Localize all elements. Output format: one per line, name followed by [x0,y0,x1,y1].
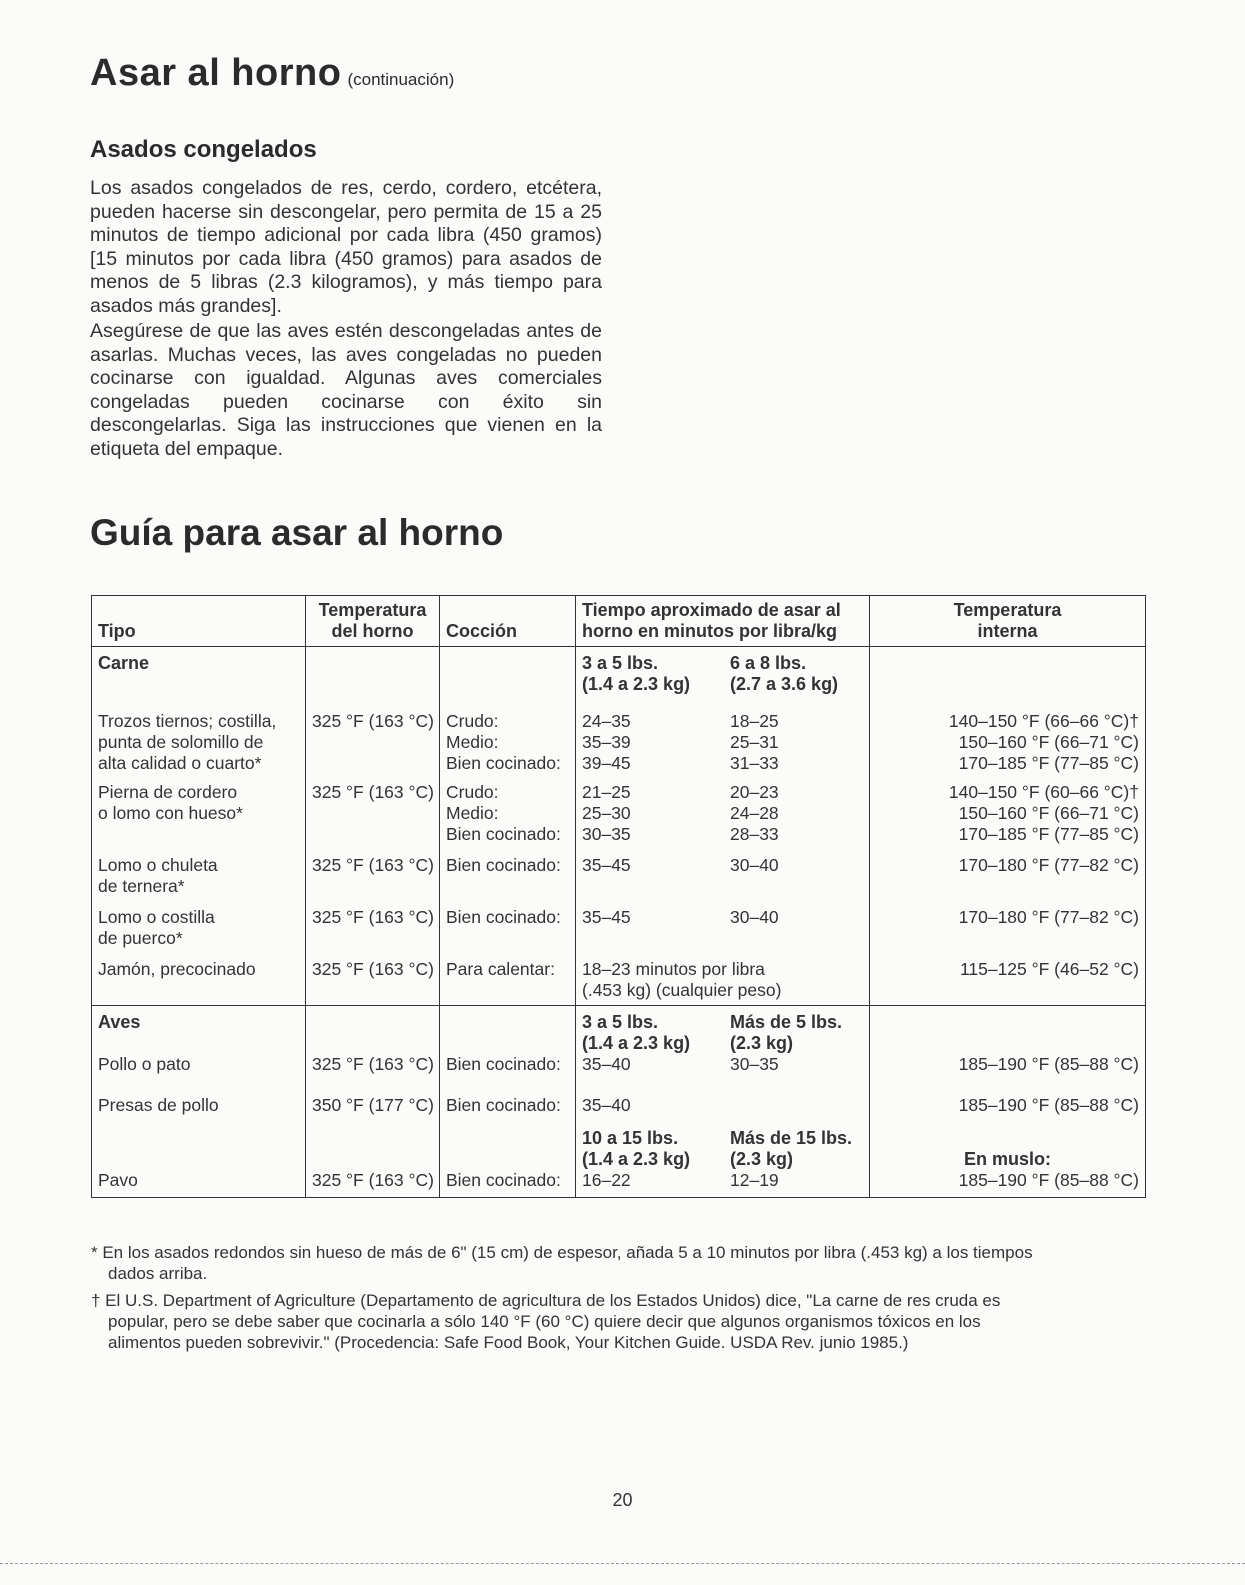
row-time-b: 31–33 [730,753,779,773]
pavo-internal-label: En muslo: [963,1149,1051,1169]
row-doneness: Bien cocinado: [446,753,561,773]
row-oven-temp: 325 °F (163 °C) [306,949,440,1006]
col-header-interna [870,596,1146,647]
carne-weight1-lbs: 3 a 5 lbs. [582,653,659,673]
row-time-a: 35–45 [582,907,631,927]
row-time-b: 30–35 [730,1054,779,1074]
footnote-dagger [91,1290,1051,1353]
row-tipo-line: de puerco* [98,928,183,948]
col-header-tiempo [576,596,870,647]
pavo-weight2-lbs: Más de 15 lbs. [730,1128,853,1148]
row-tipo-line: Pollo o pato [92,1054,306,1075]
table-header-row [92,596,1146,647]
section-row-carne [92,647,1146,696]
row-time-b: 20–23 [730,782,779,802]
row-tipo-line: Presas de pollo [92,1075,306,1116]
row-time-a: 25–30 [582,803,631,823]
row-time-a: 35–45 [582,855,631,875]
row-oven-temp: 325 °F (163 °C) [306,1054,440,1075]
table-row [92,774,1146,845]
row-internal-temp: 185–190 °F (85–88 °C) [870,1170,1146,1198]
row-time-b: 25–31 [730,732,779,752]
row-internal-temp: 185–190 °F (85–88 °C) [870,1054,1146,1075]
row-internal-temp: 140–150 °F (66–66 °C)† [948,711,1139,731]
col-header-tipo [92,596,306,647]
row-time-a: 35–40 [582,1095,631,1115]
row-doneness: Bien cocinado: [440,1054,576,1075]
row-doneness: Bien cocinado: [440,845,576,897]
row-oven-temp: 325 °F (163 °C) [306,1170,440,1198]
continuation-label: (continuación) [347,70,455,89]
row-internal-temp: 115–125 °F (46–52 °C) [870,949,1146,1006]
footnote-dagger-text: † El U.S. Department of Agriculture (Departamento de agricultura de los Estados Unidos) dice, "La carne de res cruda es popular, pero se debe saber que cocinarla a sólo 140 °F (60 °C) quiere decir que algunos organismos tóxicos en los alimentos pueden sobrevivir." (Procedencia: Safe Food Book, Your Kitchen Guide. USDA Rev. junio 1985.) [91,1291,1001,1352]
roasting-guide-heading: Guía para asar al horno [90,512,504,553]
carne-weight2-kg: (2.7 a 3.6 kg) [730,674,839,694]
table-row [92,897,1146,949]
col-header-temp-horno-line2: del horno [331,621,414,641]
section-row-aves [92,1006,1146,1055]
row-time-a: 35–40 [582,1054,631,1074]
row-time-b: 30–40 [730,907,779,927]
row-internal-temp: 150–160 °F (66–71 °C) [958,732,1139,752]
page-edge-divider [0,1563,1245,1564]
col-header-tiempo-line1: Tiempo aproximado de asar al [582,600,841,620]
row-internal-temp: 170–180 °F (77–82 °C) [870,897,1146,949]
row-doneness: Bien cocinado: [440,897,576,949]
row-tipo-line: Jamón, precocinado [92,949,306,1006]
carne-weight2-lbs: 6 a 8 lbs. [730,653,807,673]
table-row [92,1170,1146,1198]
table-row [92,1054,1146,1075]
row-doneness: Bien cocinado: [440,1075,576,1116]
row-oven-temp: 325 °F (163 °C) [306,845,440,897]
row-time-full: (.453 kg) (cualquier peso) [582,980,782,1000]
row-tipo-line: Trozos tiernos; costilla, [98,711,277,731]
row-internal-temp: 170–185 °F (77–85 °C) [958,753,1139,773]
col-header-temp-horno [306,596,440,647]
page-number: 20 [612,1490,633,1510]
col-header-tiempo-line2: horno en minutos por libra/kg [582,621,838,641]
row-internal-temp: 150–160 °F (66–71 °C) [958,803,1139,823]
col-header-coccion-text: Cocción [446,621,518,641]
aves-weight2-lbs: Más de 5 lbs. [730,1012,843,1032]
section-label-aves: Aves [98,1012,141,1032]
row-time-b: 28–33 [730,824,779,844]
table-row [92,1075,1146,1116]
row-doneness: Bien cocinado: [440,1170,576,1198]
roasting-guide-table [91,595,1146,1198]
table-row [92,1116,1146,1170]
col-header-interna-line1: Temperatura [953,600,1062,620]
table-row [92,949,1146,1006]
col-header-coccion [440,596,576,647]
carne-weight1-kg: (1.4 a 2.3 kg) [582,674,691,694]
col-header-tipo-text: Tipo [98,621,136,641]
page-title-text: Asar al horno [90,52,342,94]
row-tipo-line: o lomo con hueso* [98,803,243,823]
table-row [92,701,1146,774]
row-doneness: Medio: [446,803,499,823]
row-time-a: 21–25 [582,782,631,802]
row-time-a: 30–35 [582,824,631,844]
section-label-carne: Carne [98,653,150,673]
row-oven-temp: 325 °F (163 °C) [306,701,440,774]
row-time-a: 16–22 [582,1170,631,1190]
frozen-roasts-paragraph-1: Los asados congelados de res, cerdo, cordero, etcétera, pueden hacerse sin descongelar, pero permita de 15 a 25 minutos de tiempo adicional por cada libra (450 gramos) [15 minutos por cada libra (450 gramos) para asados de menos de 5 libras (2.3 kilogramos), y más tiempo para asados más grandes]. [90,177,602,317]
table-row [92,845,1146,897]
row-tipo-line: punta de solomillo de [98,732,264,752]
aves-weight1-kg: (1.4 a 2.3 kg) [582,1033,691,1053]
footnote-asterisk [91,1242,1051,1284]
pavo-weight2-kg: (2.3 kg) [730,1149,794,1169]
row-time-full: 18–23 minutos por libra [582,959,765,979]
row-oven-temp: 350 °F (177 °C) [306,1075,440,1116]
row-internal-temp: 140–150 °F (60–66 °C)† [948,782,1139,802]
row-tipo-line: alta calidad o cuarto* [98,753,262,773]
row-tipo-line: Lomo o chuleta [98,855,218,875]
row-doneness: Para calentar: [440,949,576,1006]
row-internal-temp: 185–190 °F (85–88 °C) [870,1075,1146,1116]
frozen-roasts-heading: Asados congelados [90,136,317,163]
row-time-b: 24–28 [730,803,779,823]
row-time-a: 24–35 [582,711,631,731]
row-time-b: 12–19 [730,1170,779,1190]
row-doneness: Crudo: [446,711,499,731]
row-oven-temp: 325 °F (163 °C) [306,897,440,949]
aves-weight2-kg: (2.3 kg) [730,1033,794,1053]
row-doneness: Crudo: [446,782,499,802]
row-oven-temp: 325 °F (163 °C) [306,774,440,845]
page-title [90,52,454,95]
row-time-a: 35–39 [582,732,631,752]
row-time-b: 18–25 [730,711,779,731]
row-time-b: 30–40 [730,855,779,875]
row-tipo-line: Pavo [92,1170,306,1198]
col-header-interna-line2: interna [977,621,1038,641]
row-doneness: Bien cocinado: [446,824,561,844]
row-internal-temp: 170–180 °F (77–82 °C) [870,845,1146,897]
row-doneness: Medio: [446,732,499,752]
row-time-a: 39–45 [582,753,631,773]
pavo-weight1-lbs: 10 a 15 lbs. [582,1128,679,1148]
footnote-asterisk-text: * En los asados redondos sin hueso de más de 6" (15 cm) de espesor, añada 5 a 10 minutos por libra (.453 kg) a los tiempos dados arriba. [91,1243,1033,1283]
row-tipo-line: Lomo o costilla [98,907,215,927]
col-header-temp-horno-line1: Temperatura [318,600,427,620]
frozen-roasts-paragraph-2: Asegúrese de que las aves estén descongeladas antes de asarlas. Muchas veces, las aves congeladas no pueden cocinarse con igualdad. Algunas aves comerciales congeladas pueden cocinarse con éxito sin descongelarlas. Siga las instrucciones que vienen en la etiqueta del empaque. [90,320,602,460]
pavo-weight1-kg: (1.4 a 2.3 kg) [582,1149,691,1169]
row-tipo-line: de ternera* [98,876,185,896]
aves-weight1-lbs: 3 a 5 lbs. [582,1012,659,1032]
row-tipo-line: Pierna de cordero [98,782,238,802]
row-internal-temp: 170–185 °F (77–85 °C) [958,824,1139,844]
